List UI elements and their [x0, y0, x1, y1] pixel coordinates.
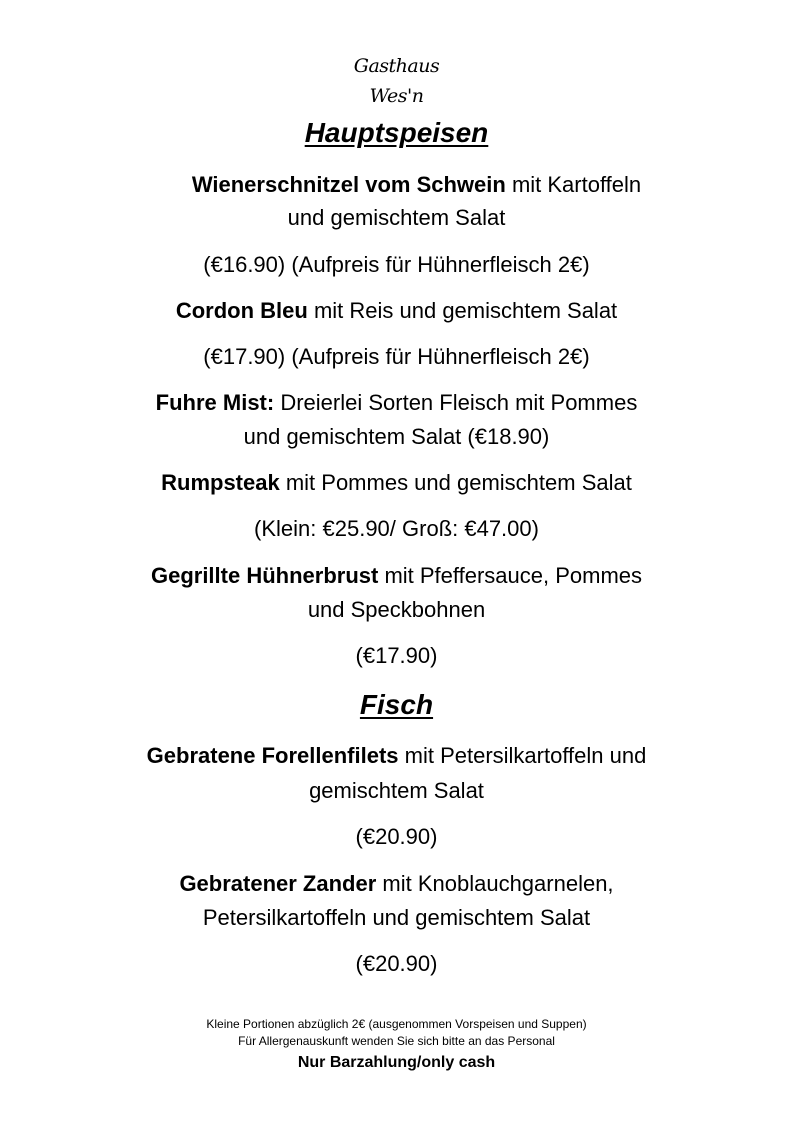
- item-description: mit Kartoffeln: [505, 172, 642, 197]
- restaurant-logo-line-1: Gasthaus: [353, 55, 440, 77]
- item-description-continued: Petersilkartoffeln und gemischtem Salat: [202, 905, 591, 930]
- item-price: (€20.90): [355, 824, 438, 849]
- menu-item-fuhre-mist: [0, 390, 793, 416]
- item-name: Gebratener Zander: [179, 871, 377, 896]
- menu-item-forellenfilets: [0, 743, 793, 769]
- menu-item-cordon-bleu: [0, 298, 793, 324]
- footer-note-allergens: Für Allergenauskunft wenden Sie sich bitte an das Personal: [238, 1034, 555, 1048]
- item-description: mit Petersilkartoffeln und: [398, 743, 647, 768]
- item-name: Wienerschnitzel vom Schwein: [191, 172, 506, 197]
- section-heading-fish: Fisch: [359, 689, 434, 720]
- item-name: Fuhre Mist:: [155, 390, 275, 415]
- item-price: (€16.90) (Aufpreis für Hühnerfleisch 2€): [203, 252, 590, 277]
- section-heading-main-courses: Hauptspeisen: [304, 117, 489, 148]
- item-description: mit Reis und gemischtem Salat: [307, 298, 618, 323]
- item-description: mit Pommes und gemischtem Salat: [279, 470, 632, 495]
- item-price: (€20.90): [355, 951, 438, 976]
- footer-note-portions: Kleine Portionen abzüglich 2€ (ausgenommen Vorspeisen und Suppen): [206, 1017, 587, 1031]
- item-description: Dreierlei Sorten Fleisch mit Pommes: [274, 390, 638, 415]
- item-name: Gegrillte Hühnerbrust: [150, 563, 379, 588]
- item-description: mit Pfeffersauce, Pommes: [378, 563, 643, 588]
- item-name: Cordon Bleu: [175, 298, 308, 323]
- item-description-continued: und gemischtem Salat (€18.90): [243, 424, 550, 449]
- menu-item-zander: [0, 871, 793, 897]
- menu-item-wienerschnitzel: [20, 172, 793, 198]
- item-description-continued: und gemischtem Salat: [287, 205, 506, 230]
- item-name: Gebratene Forellenfilets: [146, 743, 399, 768]
- menu-item-rumpsteak: [0, 470, 793, 496]
- item-description-continued: und Speckbohnen: [307, 597, 486, 622]
- restaurant-logo-line-2: Wes'n: [369, 85, 424, 107]
- item-description: mit Knoblauchgarnelen,: [376, 871, 614, 896]
- item-name: Rumpsteak: [161, 470, 280, 495]
- item-description-continued: gemischtem Salat: [309, 778, 484, 803]
- footer-payment-note: Nur Barzahlung/only cash: [297, 1054, 496, 1071]
- item-price: (€17.90): [355, 643, 438, 668]
- item-price: (Klein: €25.90/ Groß: €47.00): [254, 516, 539, 541]
- item-price: (€17.90) (Aufpreis für Hühnerfleisch 2€): [203, 344, 590, 369]
- menu-item-gegrillte-huehnerbrust: [0, 563, 793, 589]
